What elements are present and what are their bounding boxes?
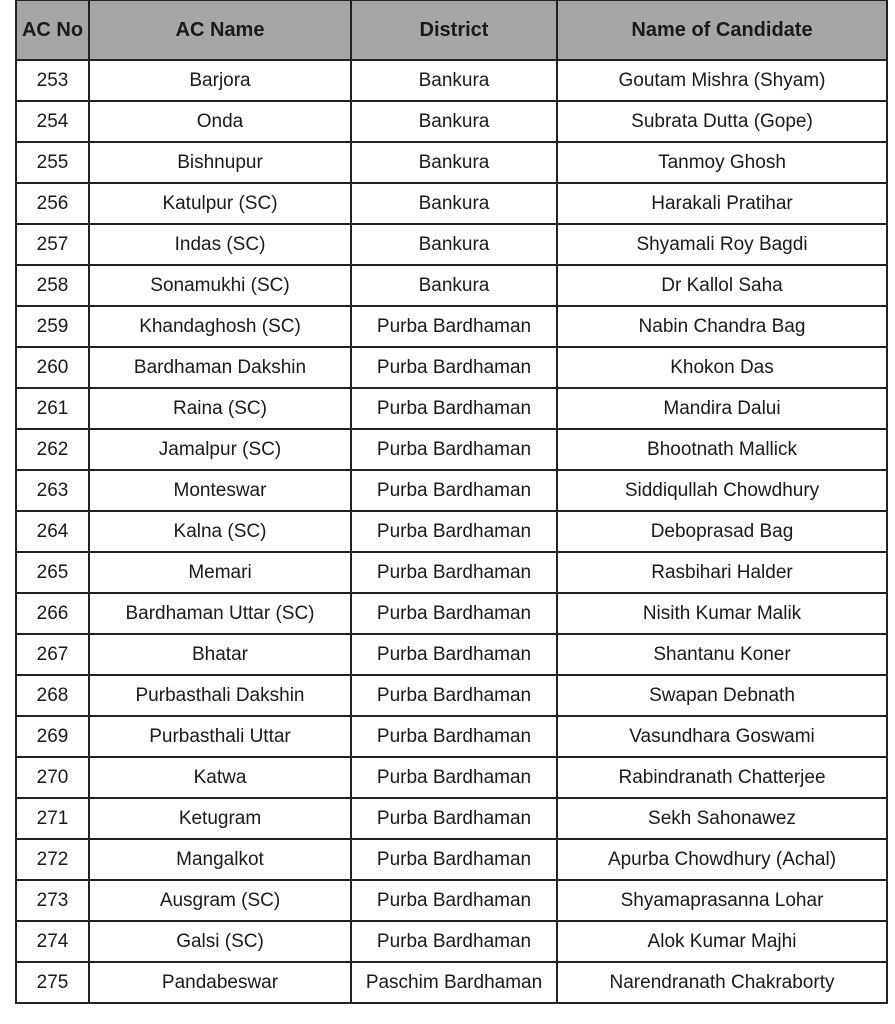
cell-ac-name: Mangalkot bbox=[89, 839, 351, 880]
cell-district: Bankura bbox=[351, 142, 557, 183]
cell-candidate: Vasundhara Goswami bbox=[557, 716, 887, 757]
cell-district: Bankura bbox=[351, 183, 557, 224]
header-row bbox=[16, 0, 887, 60]
cell-ac-no: 260 bbox=[16, 347, 89, 388]
table-row bbox=[16, 716, 887, 757]
cell-candidate: Goutam Mishra (Shyam) bbox=[557, 60, 887, 101]
cell-ac-no: 264 bbox=[16, 511, 89, 552]
cell-ac-no: 262 bbox=[16, 429, 89, 470]
table-row bbox=[16, 224, 887, 265]
table-row bbox=[16, 921, 887, 962]
table-row bbox=[16, 675, 887, 716]
cell-candidate: Sekh Sahonawez bbox=[557, 798, 887, 839]
cell-ac-no: 268 bbox=[16, 675, 89, 716]
cell-ac-no: 256 bbox=[16, 183, 89, 224]
cell-district: Purba Bardhaman bbox=[351, 798, 557, 839]
cell-candidate: Dr Kallol Saha bbox=[557, 265, 887, 306]
cell-candidate: Bhootnath Mallick bbox=[557, 429, 887, 470]
cell-candidate: Subrata Dutta (Gope) bbox=[557, 101, 887, 142]
cell-district: Paschim Bardhaman bbox=[351, 962, 557, 1003]
cell-ac-name: Onda bbox=[89, 101, 351, 142]
table-row bbox=[16, 757, 887, 798]
cell-district: Purba Bardhaman bbox=[351, 552, 557, 593]
table-row bbox=[16, 880, 887, 921]
cell-district: Purba Bardhaman bbox=[351, 306, 557, 347]
cell-candidate: Shyamaprasanna Lohar bbox=[557, 880, 887, 921]
cell-candidate: Shantanu Koner bbox=[557, 634, 887, 675]
cell-ac-name: Bardhaman Dakshin bbox=[89, 347, 351, 388]
table-row bbox=[16, 101, 887, 142]
cell-ac-no: 258 bbox=[16, 265, 89, 306]
cell-ac-no: 265 bbox=[16, 552, 89, 593]
table-row bbox=[16, 470, 887, 511]
table-row bbox=[16, 962, 887, 1003]
cell-ac-name: Bishnupur bbox=[89, 142, 351, 183]
cell-district: Bankura bbox=[351, 60, 557, 101]
cell-candidate: Rasbihari Halder bbox=[557, 552, 887, 593]
cell-ac-name: Jamalpur (SC) bbox=[89, 429, 351, 470]
cell-ac-no: 253 bbox=[16, 60, 89, 101]
cell-candidate: Nisith Kumar Malik bbox=[557, 593, 887, 634]
cell-candidate: Harakali Pratihar bbox=[557, 183, 887, 224]
cell-district: Purba Bardhaman bbox=[351, 716, 557, 757]
table-row bbox=[16, 306, 887, 347]
cell-ac-name: Ausgram (SC) bbox=[89, 880, 351, 921]
cell-candidate: Khokon Das bbox=[557, 347, 887, 388]
candidate-table bbox=[15, 0, 888, 1004]
cell-district: Purba Bardhaman bbox=[351, 675, 557, 716]
cell-candidate: Rabindranath Chatterjee bbox=[557, 757, 887, 798]
cell-candidate: Deboprasad Bag bbox=[557, 511, 887, 552]
cell-district: Purba Bardhaman bbox=[351, 593, 557, 634]
cell-ac-no: 273 bbox=[16, 880, 89, 921]
table-row bbox=[16, 347, 887, 388]
cell-candidate: Alok Kumar Majhi bbox=[557, 921, 887, 962]
table-row bbox=[16, 552, 887, 593]
cell-ac-name: Katulpur (SC) bbox=[89, 183, 351, 224]
cell-district: Purba Bardhaman bbox=[351, 388, 557, 429]
cell-district: Purba Bardhaman bbox=[351, 511, 557, 552]
table-row bbox=[16, 429, 887, 470]
cell-district: Purba Bardhaman bbox=[351, 347, 557, 388]
cell-ac-name: Khandaghosh (SC) bbox=[89, 306, 351, 347]
cell-district: Purba Bardhaman bbox=[351, 880, 557, 921]
cell-ac-no: 266 bbox=[16, 593, 89, 634]
cell-ac-name: Purbasthali Uttar bbox=[89, 716, 351, 757]
cell-ac-no: 254 bbox=[16, 101, 89, 142]
cell-ac-no: 274 bbox=[16, 921, 89, 962]
cell-ac-no: 267 bbox=[16, 634, 89, 675]
cell-ac-name: Bardhaman Uttar (SC) bbox=[89, 593, 351, 634]
cell-ac-no: 257 bbox=[16, 224, 89, 265]
cell-district: Purba Bardhaman bbox=[351, 634, 557, 675]
table-row bbox=[16, 798, 887, 839]
cell-candidate: Apurba Chowdhury (Achal) bbox=[557, 839, 887, 880]
cell-district: Purba Bardhaman bbox=[351, 839, 557, 880]
header-district: District bbox=[351, 0, 557, 60]
cell-district: Bankura bbox=[351, 224, 557, 265]
cell-ac-name: Barjora bbox=[89, 60, 351, 101]
cell-district: Purba Bardhaman bbox=[351, 921, 557, 962]
cell-candidate: Swapan Debnath bbox=[557, 675, 887, 716]
cell-ac-name: Ketugram bbox=[89, 798, 351, 839]
cell-ac-name: Pandabeswar bbox=[89, 962, 351, 1003]
table-row bbox=[16, 839, 887, 880]
cell-candidate: Siddiqullah Chowdhury bbox=[557, 470, 887, 511]
cell-ac-no: 263 bbox=[16, 470, 89, 511]
cell-district: Purba Bardhaman bbox=[351, 757, 557, 798]
cell-district: Bankura bbox=[351, 265, 557, 306]
table-row bbox=[16, 634, 887, 675]
cell-ac-no: 275 bbox=[16, 962, 89, 1003]
table-row bbox=[16, 142, 887, 183]
cell-ac-name: Purbasthali Dakshin bbox=[89, 675, 351, 716]
cell-candidate: Narendranath Chakraborty bbox=[557, 962, 887, 1003]
cell-candidate: Mandira Dalui bbox=[557, 388, 887, 429]
cell-ac-name: Sonamukhi (SC) bbox=[89, 265, 351, 306]
table-row bbox=[16, 511, 887, 552]
header-ac-name: AC Name bbox=[89, 0, 351, 60]
cell-ac-name: Monteswar bbox=[89, 470, 351, 511]
cell-ac-no: 255 bbox=[16, 142, 89, 183]
table-row bbox=[16, 388, 887, 429]
cell-ac-name: Bhatar bbox=[89, 634, 351, 675]
cell-ac-no: 271 bbox=[16, 798, 89, 839]
cell-district: Bankura bbox=[351, 101, 557, 142]
table-row bbox=[16, 183, 887, 224]
table-row bbox=[16, 593, 887, 634]
cell-candidate: Tanmoy Ghosh bbox=[557, 142, 887, 183]
cell-ac-name: Raina (SC) bbox=[89, 388, 351, 429]
cell-ac-no: 270 bbox=[16, 757, 89, 798]
cell-ac-name: Katwa bbox=[89, 757, 351, 798]
cell-ac-name: Indas (SC) bbox=[89, 224, 351, 265]
cell-district: Purba Bardhaman bbox=[351, 470, 557, 511]
cell-ac-name: Kalna (SC) bbox=[89, 511, 351, 552]
cell-ac-no: 259 bbox=[16, 306, 89, 347]
header-ac-no: AC No bbox=[16, 0, 89, 60]
cell-district: Purba Bardhaman bbox=[351, 429, 557, 470]
table-row bbox=[16, 265, 887, 306]
cell-ac-no: 269 bbox=[16, 716, 89, 757]
cell-ac-no: 261 bbox=[16, 388, 89, 429]
table-row bbox=[16, 60, 887, 101]
cell-ac-name: Galsi (SC) bbox=[89, 921, 351, 962]
cell-ac-name: Memari bbox=[89, 552, 351, 593]
cell-candidate: Nabin Chandra Bag bbox=[557, 306, 887, 347]
header-candidate: Name of Candidate bbox=[557, 0, 887, 60]
cell-ac-no: 272 bbox=[16, 839, 89, 880]
cell-candidate: Shyamali Roy Bagdi bbox=[557, 224, 887, 265]
